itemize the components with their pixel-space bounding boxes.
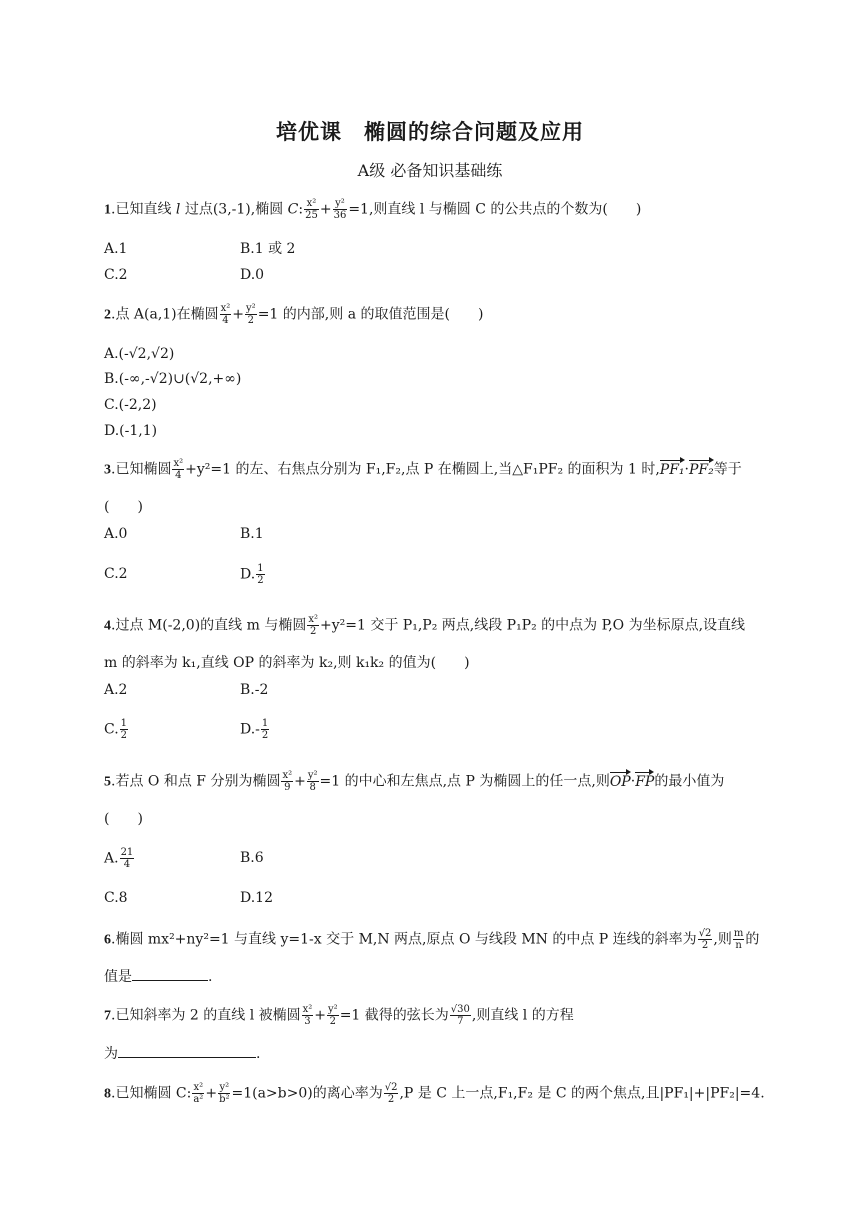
fraction [733,928,744,951]
vector-pf1: PF₁ [660,459,685,481]
page-title: 培优课 椭圆的综合问题及应用 [276,120,584,144]
numerator: y² [307,770,318,781]
question-text: .已知椭圆 [111,461,172,478]
fraction [192,1082,204,1105]
dot-operator: · [684,461,689,478]
option-label: C. [104,721,119,738]
question-text: 的最小值为 [654,773,725,790]
numerator: y² [246,303,256,314]
question-text: .已知斜率为 2 的直线 l 被椭圆 [111,1007,301,1024]
question-4 [104,614,745,638]
fraction [384,1082,399,1105]
question-text: +y²=1 的左、右焦点分别为 F₁,F₂,点 P 在椭圆上,当△F₁PF₂ 的面积为 1 时, [185,461,660,478]
question-1: 1.已知直线 l 过点(3,-1),椭圆 C: $\frac{\text{x²}}{25}$ + $\frac{\text{y²}}{36}$ =1,则直线 l 与椭圆 C 的公共点的个数为( ) [104,198,642,221]
numerator: 1 [120,718,128,729]
question-3 [104,458,742,482]
fraction [307,614,319,637]
plus-sign: + [205,1085,218,1102]
question-number: 5 [104,774,111,790]
plus-sign: + [232,306,245,323]
question-text: . [208,969,213,985]
vector-pf2: PF₂ [689,459,714,481]
numerator: x² [282,770,293,781]
option-c[interactable]: C.(-2,2) [104,397,157,413]
numerator: x² [173,458,184,469]
question-number: 2 [104,307,111,323]
numerator: √2 [384,1082,398,1093]
fraction [172,458,184,481]
numerator: 21 [120,847,134,858]
denominator: 2 [329,1016,337,1027]
question-text: 等于 [713,461,742,478]
denominator: 2 [247,315,255,326]
option-d[interactable]: D.12 [240,890,273,906]
question-number: 6 [104,932,111,948]
fraction [307,770,319,793]
denominator: 3 [304,1016,311,1027]
answer-paren: ( ) [104,811,143,827]
numerator: x² [193,1082,204,1093]
question-6 [104,928,759,952]
option-b[interactable]: B.6 [240,850,264,866]
question-4-line2: m 的斜率为 k₁,直线 OP 的斜率为 k₂,则 k₁k₂ 的值为( ) [104,655,470,671]
question-7-line2 [104,1043,260,1065]
option-c[interactable]: C.2 [104,267,128,283]
fraction [261,718,269,741]
denominator: 2 [257,575,264,586]
denominator: 36 [333,210,347,221]
question-number: 1 [104,202,111,218]
question-text: .若点 O 和点 F 分别为椭圆 [111,773,281,790]
question-2 [104,303,483,327]
question-8 [104,1082,765,1106]
question-text: .已知椭圆 C: [111,1085,192,1102]
fraction [256,563,264,586]
question-text: ,P 是 C 上一点,F₁,F₂ 是 C 的两个焦点,且|PF₁|+|PF₂|=4. [399,1085,765,1102]
option-a[interactable]: A.(-√2,√2) [104,346,175,362]
question-text: =1 的中心和左焦点,点 P 为椭圆上的任一点,则 [319,773,610,790]
denominator: 9 [284,782,291,793]
question-text: .过点 M(-2,0)的直线 m 与椭圆 [111,617,307,634]
question-text: ,则直线 l 的方程 [471,1007,574,1024]
denominator: 8 [309,782,316,793]
denominator: a² [193,1094,204,1105]
option-b[interactable]: B.1 [240,526,264,542]
option-d[interactable] [240,563,266,586]
option-c[interactable] [104,718,129,741]
plus-sign: + [319,201,332,218]
denominator: b² [219,1094,230,1105]
denominator: 2 [701,940,709,951]
numerator: x² [302,1004,313,1015]
question-text: . [256,1046,261,1062]
option-d[interactable] [240,718,270,741]
question-text: 值是 [104,969,132,985]
numerator: x² [308,614,318,625]
denominator: 4 [222,315,229,326]
question-text: +y²=1 交于 P₁,P₂ 两点,线段 P₁P₂ 的中点为 P,O 为坐标原点,设直线 [320,617,746,634]
option-label: D.- [240,721,260,738]
numerator: x² [220,303,231,314]
numerator: 1 [257,563,264,574]
fraction [120,718,128,741]
option-b[interactable]: B.1 或 2 [240,241,296,257]
question-number: 8 [104,1086,111,1102]
numerator: x² [304,198,319,210]
option-a[interactable]: A.2 [104,682,128,698]
option-c[interactable]: C.2 [104,566,128,582]
option-a[interactable] [104,847,135,870]
plus-sign: + [294,773,306,790]
fraction [120,847,135,870]
fraction [302,1004,314,1027]
question-number: 7 [104,1008,111,1024]
question-text: .已知直线 [111,201,176,218]
denominator: 2 [309,626,317,637]
section-subtitle: A级 必备知识基础练 [357,161,503,180]
question-5 [104,770,724,794]
question-7 [104,1004,574,1028]
vector-op: OP [610,771,631,793]
denominator: 4 [123,859,131,870]
question-text: =1 截得的弦长为 [339,1007,449,1024]
answer-blank[interactable] [118,1043,256,1058]
numerator: m [733,928,744,939]
fraction [333,198,348,221]
question-number: 4 [104,618,111,634]
plus-sign: + [314,1007,327,1024]
option-b[interactable]: B.-2 [240,682,269,698]
denominator: 2 [120,730,128,741]
question-text: =1(a>b>0)的离心率为 [231,1085,383,1102]
question-text: 的 [745,931,760,948]
fraction [304,198,319,221]
numerator: y² [219,1082,230,1093]
question-text: .点 A(a,1)在椭圆 [111,306,219,323]
question-text: =1,则直线 l 与椭圆 C 的公共点的个数为( ) [348,201,642,218]
option-label: D. [240,566,256,583]
option-d[interactable]: D.0 [240,267,265,283]
vector-fp: FP [635,771,654,793]
fraction [220,303,232,326]
denominator: 2 [261,730,269,741]
option-label: A. [104,850,119,867]
option-a[interactable]: A.0 [104,526,128,542]
denominator: 7 [457,1016,464,1027]
option-d[interactable]: D.(-1,1) [104,423,158,439]
option-a[interactable]: A.1 [104,241,128,257]
option-c[interactable]: C.8 [104,890,128,906]
denominator: 25 [305,210,318,221]
math-var: C [287,201,299,218]
question-6-line2 [104,966,212,988]
numerator: √2 [698,928,712,939]
fraction [281,770,293,793]
answer-blank[interactable] [132,966,208,981]
question-text: .椭圆 mx²+ny²=1 与直线 y=1-x 交于 M,N 两点,原点 O 与线段 MN 的中点 P 连线的斜率为 [111,931,697,948]
option-b[interactable]: B.(-∞,-√2)∪(√2,+∞) [104,371,242,387]
question-text: ,则 [713,931,732,948]
dot-operator: · [630,773,636,790]
numerator: y² [333,198,348,210]
fraction [245,303,257,326]
denominator: 2 [387,1094,395,1105]
numerator: √30 [450,1004,470,1015]
fraction [698,928,713,951]
answer-paren: ( ) [104,499,143,515]
denominator: 4 [175,470,182,481]
question-text: 过点(3,-1),椭圆 [180,201,288,218]
fraction [327,1004,339,1027]
fraction [218,1082,230,1105]
question-number: 3 [104,462,111,478]
question-text: 为 [104,1046,118,1062]
denominator: n [735,940,742,951]
fraction [450,1004,471,1027]
question-text: =1 的内部,则 a 的取值范围是( ) [257,306,484,323]
numerator: y² [328,1004,338,1015]
numerator: 1 [261,718,269,729]
math-var: l [175,201,181,218]
